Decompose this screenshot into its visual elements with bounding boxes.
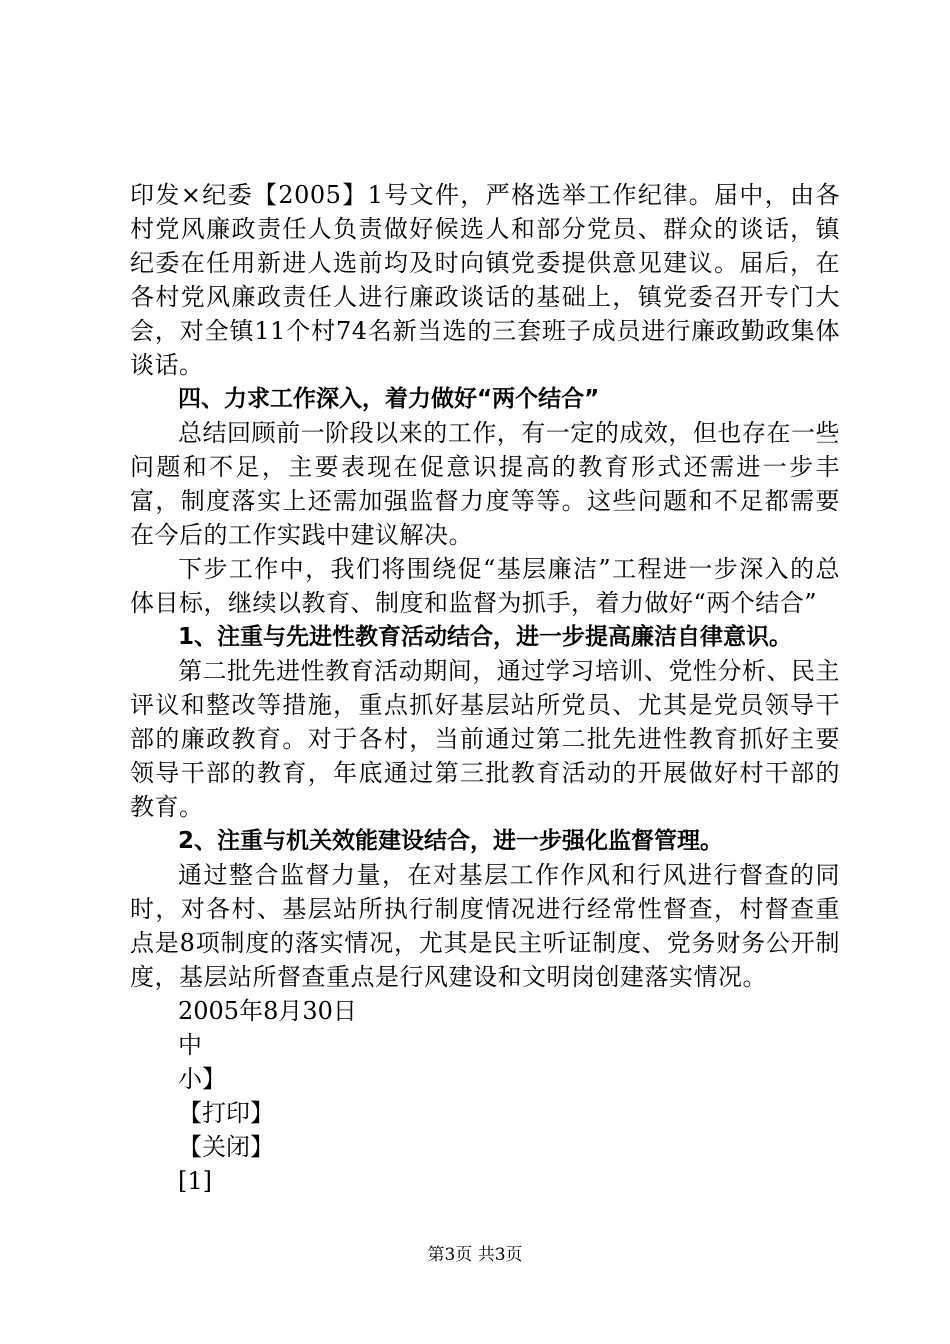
paragraph-education: 第二批先进性教育活动期间，通过学习培训、党性分析、民主评议和整改等措施，重点抓好基层站所党员、尤其是党员领导干部的廉政教育。对于各村，当前通过第二批先进性教育抓好主要领导干部的教育，年底通过第三批教育活动的开展做好村干部的教育。 [130,657,840,821]
document-date: 2005年8月30日 [178,997,357,1025]
paragraph-summary: 总结回顾前一阶段以来的工作，有一定的成效，但也存在一些问题和不足，主要表现在促意识提高的教育形式还需进一步丰富，制度落实上还需加强监督力度等等。这些问题和不足都需要在今后的工作实践中建议解决。 [130,419,840,549]
print-link[interactable]: 【打印】 [178,1099,274,1127]
close-link[interactable]: 【关闭】 [178,1133,274,1161]
subheading-education: 1、注重与先进性教育活动结合，进一步提高廉洁自律意识。 [178,624,793,650]
paragraph-election-discipline: 印发×纪委【2005】1号文件，严格选举工作纪律。届中，由各村党风廉政责任人负责做好候选人和部分党员、群众的谈话，镇纪委在任用新进人选前均及时向镇党委提供意见建议。届后，在各村党风廉政责任人进行廉政谈话的基础上，镇党委召开专门大会，对全镇11个村74名新当选的三套班子成员进行廉政勤政集体谈话。 [130,181,840,379]
document-body [130,178,840,1198]
paragraph-supervision: 通过整合监督力量，在对基层工作作风和行风进行督查的同时，对各村、基层站所执行制度情况进行经常性督查，村督查重点是8项制度的落实情况，尤其是民主听证制度、党务财务公开制度，基层站所督查重点是行风建设和文明岗创建落实情况。 [130,861,840,991]
page-footer: 第3页 共3页 [427,1245,523,1265]
subheading-efficiency: 2、注重与机关效能建设结合，进一步强化监督管理。 [178,828,724,854]
section-heading-four: 四、力求工作深入，着力做好“两个结合” [178,386,600,412]
font-size-medium-link[interactable]: 中 [178,1031,202,1059]
page-index-link[interactable]: [1] [178,1167,212,1195]
font-size-small-link[interactable]: 小】 [178,1065,226,1093]
paragraph-next-steps: 下步工作中，我们将围绕促“基层廉洁”工程进一步深入的总体目标，继续以教育、制度和监督为抓手，着力做好“两个结合” [130,555,840,617]
